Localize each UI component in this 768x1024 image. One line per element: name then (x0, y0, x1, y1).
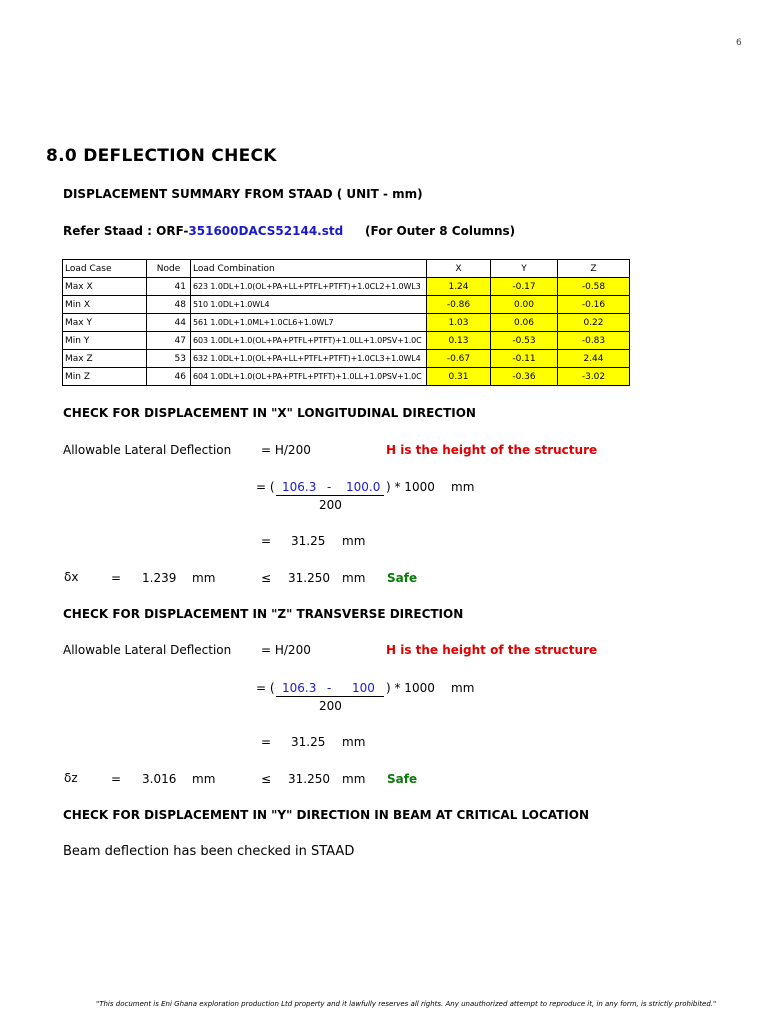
cell-load-case: Max X (63, 278, 147, 296)
cell-x: 0.31 (427, 368, 491, 386)
cell-y: -0.53 (491, 332, 558, 350)
cell-load-combination: 623 1.0DL+1.0(OL+PA+LL+PTFL+PTFT)+1.0CL2+1.0WL3 (191, 278, 427, 296)
check-x-result-unit: mm (342, 534, 366, 548)
cell-load-combination: 632 1.0DL+1.0(OL+PA+LL+PTFL+PTFT)+1.0CL3+1.0WL4 (191, 350, 427, 368)
check-z-h1: 106.3 (282, 681, 317, 695)
table-row (63, 332, 630, 350)
cell-load-combination: 561 1.0DL+1.0ML+1.0CL6+1.0WL7 (191, 314, 427, 332)
check-z-close: ) * 1000 (386, 681, 435, 695)
summary-heading: DISPLACEMENT SUMMARY FROM STAAD ( UNIT - mm) (63, 187, 423, 201)
cell-load-combination: 604 1.0DL+1.0(OL+PA+PTFL+PTFT)+1.0LL+1.0PSV+1.0C (191, 368, 427, 386)
check-x-h1: 106.3 (282, 480, 317, 494)
cell-z: -0.83 (558, 332, 630, 350)
refer-label: Refer Staad : ORF- (63, 224, 189, 238)
cell-node: 48 (147, 296, 191, 314)
check-x-height-note: H is the height of the structure (386, 443, 598, 457)
check-x-open: = ( (256, 480, 275, 494)
cell-x: -0.67 (427, 350, 491, 368)
cell-load-case: Max Z (63, 350, 147, 368)
cell-load-combination: 510 1.0DL+1.0WL4 (191, 296, 427, 314)
table-row (63, 296, 630, 314)
cell-y: 0.00 (491, 296, 558, 314)
check-z-height-note: H is the height of the structure (386, 643, 598, 657)
delta-z-label: δz (64, 771, 78, 785)
check-z-allow-eq: = H/200 (261, 643, 311, 657)
section-title: 8.0 DEFLECTION CHECK (46, 146, 277, 166)
delta-x-limit-unit: mm (342, 571, 366, 585)
delta-z-unit: mm (192, 772, 216, 786)
cell-node: 46 (147, 368, 191, 386)
delta-x-value: 1.239 (142, 571, 177, 585)
table-header-row (63, 260, 630, 278)
displacement-summary-table (62, 259, 630, 386)
check-x-minus: - (327, 480, 332, 494)
check-z-allow-label: Allowable Lateral Deflection (63, 643, 232, 657)
cell-x: 1.03 (427, 314, 491, 332)
cell-z: 2.44 (558, 350, 630, 368)
delta-z-le: ≤ (261, 772, 272, 786)
check-x-allow-eq: = H/200 (261, 443, 311, 457)
header-y: Y (491, 260, 558, 278)
check-x-close: ) * 1000 (386, 480, 435, 494)
delta-x-label: δx (64, 570, 79, 584)
check-z-heading: CHECK FOR DISPLACEMENT IN "Z" TRANSVERSE DIRECTION (63, 607, 464, 621)
check-x-eq: = (261, 534, 272, 548)
cell-load-case: Max Y (63, 314, 147, 332)
check-z-result: 31.25 (291, 735, 326, 749)
check-x-result: 31.25 (291, 534, 326, 548)
cell-y: -0.36 (491, 368, 558, 386)
table-row (63, 368, 630, 386)
check-x-unit: mm (451, 480, 475, 494)
cell-z: -3.02 (558, 368, 630, 386)
cell-y: -0.11 (491, 350, 558, 368)
page-number: 6 (736, 38, 742, 48)
cell-load-combination: 603 1.0DL+1.0(OL+PA+PTFL+PTFT)+1.0LL+1.0PSV+1.0C (191, 332, 427, 350)
header-load-combination: Load Combination (191, 260, 427, 278)
header-node: Node (147, 260, 191, 278)
delta-z-value: 3.016 (142, 772, 177, 786)
refer-staad (63, 224, 343, 238)
cell-z: 0.22 (558, 314, 630, 332)
cell-load-case: Min Y (63, 332, 147, 350)
delta-x-limit: 31.250 (288, 571, 330, 585)
check-z-denominator: 200 (319, 699, 342, 713)
cell-y: 0.06 (491, 314, 558, 332)
check-z-status: Safe (387, 772, 418, 786)
table-row (63, 350, 630, 368)
check-x-allow-label: Allowable Lateral Deflection (63, 443, 232, 457)
cell-x: -0.86 (427, 296, 491, 314)
check-z-h2: 100 (352, 681, 375, 695)
staad-file-name: 351600DACS52144.std (188, 224, 344, 238)
delta-x-unit: mm (192, 571, 216, 585)
table-row (63, 314, 630, 332)
delta-x-eq: = (111, 571, 122, 585)
delta-z-limit: 31.250 (288, 772, 330, 786)
check-z-unit: mm (451, 681, 475, 695)
delta-z-limit-unit: mm (342, 772, 366, 786)
cell-y: -0.17 (491, 278, 558, 296)
check-z-minus: - (327, 681, 332, 695)
cell-z: -0.16 (558, 296, 630, 314)
cell-node: 44 (147, 314, 191, 332)
check-z-result-unit: mm (342, 735, 366, 749)
cell-node: 47 (147, 332, 191, 350)
footer-disclaimer: "This document is Eni Ghana exploration production Ltd property and it lawfully reserves all rights. Any unauthorized attempt to reproduce it, in any form, is strictly prohibited." (96, 1000, 717, 1008)
cell-x: 1.24 (427, 278, 491, 296)
check-x-denominator: 200 (319, 498, 342, 512)
delta-x-le: ≤ (261, 571, 272, 585)
check-z-fraction-line (276, 696, 384, 697)
check-x-heading: CHECK FOR DISPLACEMENT IN "X" LONGITUDINAL DIRECTION (63, 406, 476, 420)
cell-x: 0.13 (427, 332, 491, 350)
check-x-h2: 100.0 (346, 480, 381, 494)
cell-load-case: Min X (63, 296, 147, 314)
header-z: Z (558, 260, 630, 278)
refer-note: (For Outer 8 Columns) (365, 224, 516, 238)
check-x-status: Safe (387, 571, 418, 585)
cell-node: 41 (147, 278, 191, 296)
delta-z-eq: = (111, 772, 122, 786)
check-z-eq: = (261, 735, 272, 749)
check-z-open: = ( (256, 681, 275, 695)
check-y-note: Beam deflection has been checked in STAAD (63, 844, 355, 859)
cell-load-case: Min Z (63, 368, 147, 386)
cell-z: -0.58 (558, 278, 630, 296)
table-row (63, 278, 630, 296)
header-x: X (427, 260, 491, 278)
header-load-case: Load Case (63, 260, 147, 278)
check-y-heading: CHECK FOR DISPLACEMENT IN "Y" DIRECTION IN BEAM AT CRITICAL LOCATION (63, 808, 590, 822)
check-x-fraction-line (276, 495, 384, 496)
cell-node: 53 (147, 350, 191, 368)
